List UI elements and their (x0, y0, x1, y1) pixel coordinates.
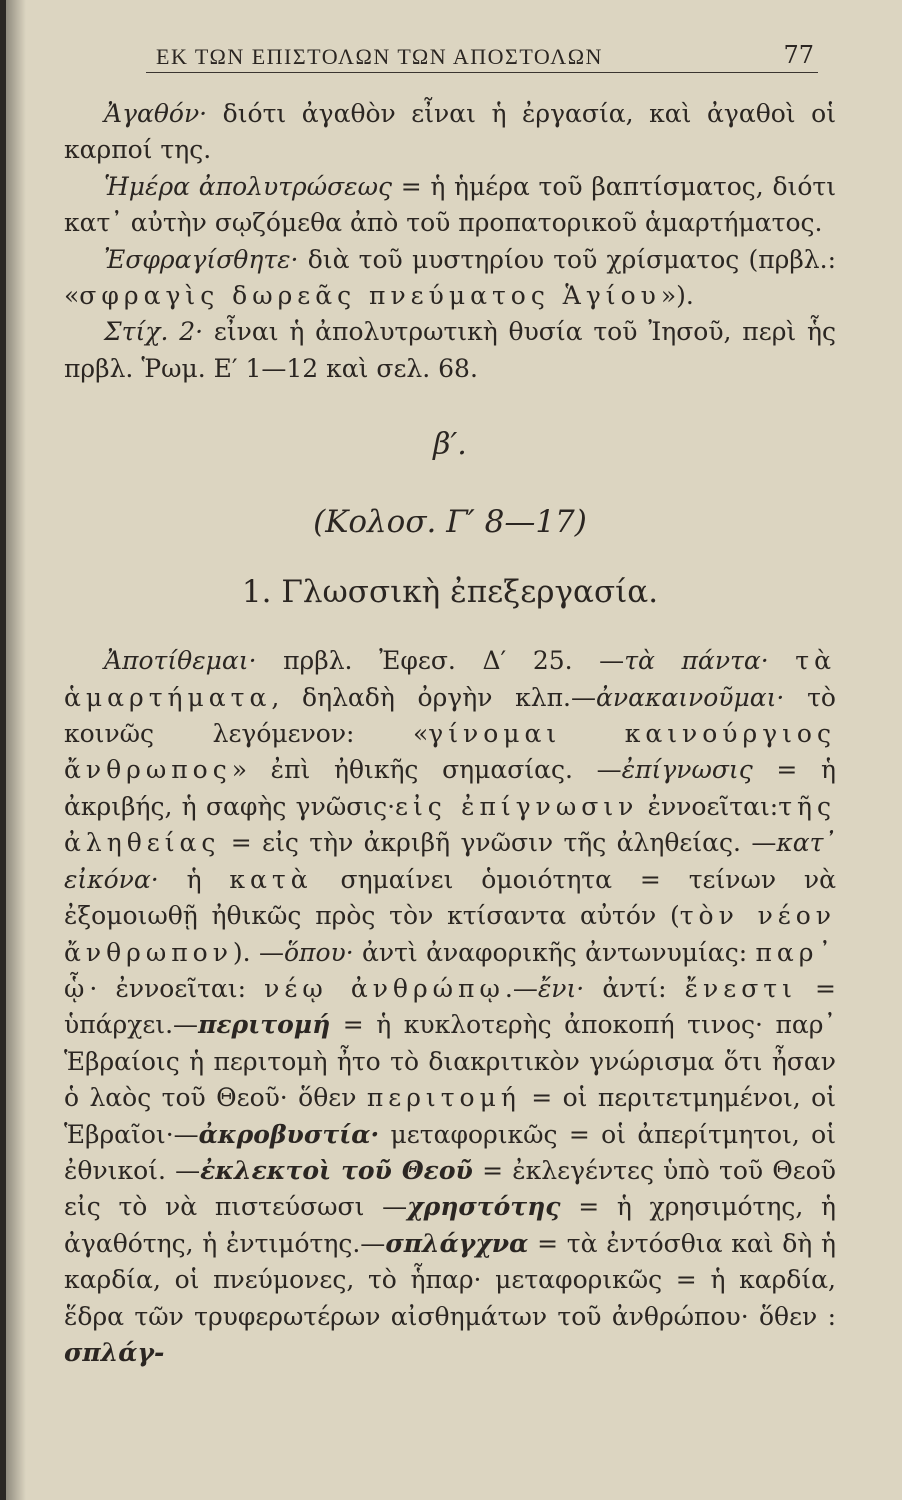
text: ἐννοεῖται: (638, 791, 779, 821)
paragraph-stich-2 (64, 314, 836, 387)
text: σημαίνει ὁμοιότητα = τείνων νὰ ἐξομοιωθῇ ἠθικῶς πρὸς τὸν κτίσαντα αὐτόν ( (64, 864, 836, 931)
text: = ὑπάρχει.— (64, 973, 836, 1040)
text: = ἡ κυκλοτερὴς ἀποκοπή τινος· παρ᾽ Ἑβραίοις ἡ περιτομὴ ἦτο τὸ διακριτικὸν γνώρισμα ὅτι ἦσαν ὁ λαὸς τοῦ Θεοῦ· ὅθεν (64, 1010, 836, 1113)
text: = εἰς τὴν ἀκριβῆ γνῶσιν τῆς ἀληθείας. — (220, 828, 777, 858)
running-head (146, 38, 818, 73)
paragraph-agathon (64, 96, 836, 169)
text: = ἡ χρησιμότης, ἡ ἀγαθότης, ἡ ἐντιμότης.— (64, 1192, 836, 1258)
term: Ἀγαθόν· (104, 99, 208, 128)
text: .— (504, 973, 538, 1003)
text: ἀντὶ ἀναφορικῆς ἀντωνυμίας: (353, 937, 756, 967)
spaced-text: νέῳ ἀνθρώπῳ (264, 973, 505, 1003)
text: = ἡ ἀκριβής, ἡ σαφὴς γνῶσις· (64, 755, 836, 821)
spaced-quote: σφραγὶς δωρεᾶς πνεύματος Ἁγίου (79, 281, 661, 311)
text (769, 646, 796, 675)
paragraph-glossary (64, 643, 836, 1371)
term: ἀκροβυστία· (198, 1119, 380, 1149)
term: ἐκλεκτοὶ τοῦ Θεοῦ (200, 1155, 473, 1185)
term: σπλάγ- (64, 1337, 165, 1367)
term: περιτομή (198, 1010, 331, 1040)
term: ἀνακαινοῦμαι· (596, 682, 785, 712)
term: Στίχ. 2· (104, 317, 204, 347)
text: διότι ἀγαθὸν εἶναι ἡ ἐργασία, καὶ ἀγαθοὶ οἱ καρποί της. (64, 99, 836, 165)
term: ὅπου· (283, 937, 354, 967)
text: διὰ τοῦ μυστηρίου τοῦ χρίσματος (πρβλ.: « (64, 244, 836, 311)
spaced-text: κατὰ (229, 864, 313, 894)
text: » ἐπὶ ἠθικῆς σημασίας. — (231, 755, 622, 785)
term: κατ᾽ εἰκόνα· (64, 828, 836, 894)
text: ἀντί: (584, 973, 685, 1003)
text: εἶναι ἡ ἀπολυτρωτικὴ θυσία τοῦ Ἰησοῦ, περὶ ἧς πρβλ. Ῥωμ. Ε′ 1—12 καὶ σελ. 68. (64, 317, 836, 383)
section-heading: 1. Γλωσσικὴ ἐπεξεργασία. (241, 574, 659, 611)
page-body (64, 96, 836, 1371)
paragraph-esphragisthete (64, 242, 836, 315)
term: τὰ πάντα· (624, 646, 769, 676)
text: = ἡ ἡμέρα τοῦ βαπτίσματος, διότι κατ᾽ αὐτὴν σῳζόμεθα ἀπὸ τοῦ προπατορικοῦ ἁμαρτήματος. (64, 171, 837, 238)
term: ἔνι· (537, 973, 585, 1003)
text: = τὰ ἐντόσθια καὶ δὴ ἡ καρδία, οἱ πνεύμονες, τὸ ἧπαρ· μεταφορικῶς = ἡ καρδία, ἕδρα τῶν τρυφερωτέρων αἰσθημάτων τοῦ ἀνθρώπου· ὅθεν : (64, 1228, 836, 1331)
text: »). (660, 281, 694, 311)
text: ἡ (158, 864, 230, 894)
spaced-text: περιτομή (366, 1083, 521, 1113)
spaced-text: τῆς ἀληθείας (64, 791, 836, 858)
spaced-text: ἔνεστι (684, 973, 797, 1003)
spaced-text: τὰ ἁμαρτήματα (64, 646, 836, 712)
text: τὸ κοινῶς λεγόμενον: « (64, 682, 836, 749)
text: = οἱ περιτετμημένοι, οἱ Ἑβραῖοι·— (64, 1083, 837, 1149)
text: = ἐκλεγέντες ὑπὸ τοῦ Θεοῦ εἰς τὸ νὰ πιστεύσωσι — (64, 1155, 837, 1222)
text: μεταφορικῶς = οἱ ἀπερίτμητοι, οἱ ἐθνικοί. — (64, 1119, 836, 1185)
spaced-text: εἰς ἐπίγνωσιν (395, 791, 639, 821)
spaced-text: τὸν νέον ἄνθρωπον (64, 901, 836, 967)
text: , δηλαδὴ ὀργὴν κλπ.— (271, 682, 596, 712)
term: σπλάγχνα (385, 1228, 529, 1258)
paragraph-hemera (64, 169, 836, 242)
running-head-title: ΕΚ ΤΩΝ ΕΠΙΣΤΟΛΩΝ ΤΩΝ ΑΠΟΣΤΟΛΩΝ (156, 44, 603, 69)
term: Ἀποτίθεμαι· (104, 646, 257, 676)
spaced-text: παρ᾽ ᾧ (64, 937, 836, 1003)
spaced-text: γίνομαι καινούργιος ἄνθρωπος (64, 719, 836, 785)
book-page (6, 0, 902, 1500)
section-letter: β′. (433, 427, 467, 463)
text: πρβλ. Ἐφεσ. Δ′ 25. — (256, 646, 625, 676)
page-number: 77 (783, 41, 814, 69)
term: ἐπίγνωσις (621, 755, 753, 785)
text: ). — (232, 937, 284, 967)
term: χρηστότης (407, 1192, 561, 1222)
term: Ἐσφραγίσθητε· (104, 244, 299, 274)
section-reference: (Κολοσ. Γ′ 8—17) (313, 504, 587, 541)
text: · ἐννοεῖται: (89, 973, 265, 1003)
term: Ἡμέρα ἀπολυτρώσεως (104, 171, 392, 201)
